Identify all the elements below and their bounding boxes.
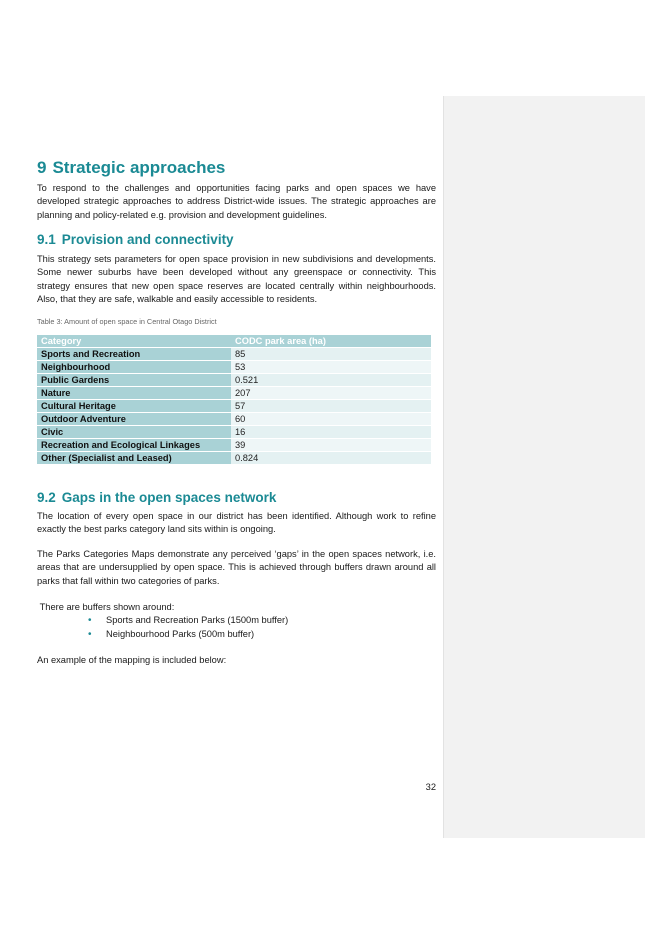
table-row: [37, 426, 431, 438]
section-9-1-text: This strategy sets parameters for open space provision in new subdivisions and developments. Some newer suburbs have been developed without any greenspace or connectivity. This strategy ensures that new open space reserves are located centrally within neighbourhoods. Also, that they are safe, walkable and easily accessible to residents.: [37, 254, 436, 305]
section-9-2-paragraph-2: The Parks Categories Maps demonstrate any perceived ‘gaps’ in the open spaces network, i.e. areas that are undersupplied by open space. This is achieved through buffers drawn around all parks that fall within two categories of parks.: [37, 549, 436, 586]
area-cell: 85: [231, 348, 431, 360]
section-title: Gaps in the open spaces network: [61, 490, 277, 505]
table-row: [37, 400, 431, 412]
area-cell: 53: [231, 361, 431, 373]
table-caption: Table 3: Amount of open space in Central Otago District: [37, 317, 217, 326]
category-cell: Other (Specialist and Leased): [37, 452, 231, 464]
list-item: [88, 628, 436, 641]
section-9-2-heading: [37, 490, 276, 505]
section-number: 9.1: [37, 232, 56, 247]
table-row: [37, 348, 431, 360]
table-row: [37, 374, 431, 386]
mapping-example-text: An example of the mapping is included below:: [37, 655, 227, 665]
table-header-row: [37, 335, 431, 347]
category-cell: Public Gardens: [37, 374, 231, 386]
column-header-area: CODC park area (ha): [231, 335, 431, 347]
category-cell: Civic: [37, 426, 231, 438]
table-row: [37, 452, 431, 464]
section-number: 9.2: [37, 490, 56, 505]
table-row: [37, 387, 431, 399]
area-cell: 0.824: [231, 452, 431, 464]
area-cell: 207: [231, 387, 431, 399]
column-header-category: Category: [37, 335, 231, 347]
area-cell: 0.521: [231, 374, 431, 386]
table-row: [37, 361, 431, 373]
category-cell: Recreation and Ecological Linkages: [37, 439, 231, 451]
buffers-list: [37, 614, 436, 641]
comment-pane: [443, 96, 645, 838]
section-9-heading: [37, 158, 225, 178]
list-item: [88, 614, 436, 627]
table-row: [37, 413, 431, 425]
bullet-icon: •: [88, 615, 92, 627]
area-cell: 57: [231, 400, 431, 412]
section-title: Strategic approaches: [52, 158, 226, 177]
table-row: [37, 439, 431, 451]
area-cell: 60: [231, 413, 431, 425]
section-title: Provision and connectivity: [61, 232, 234, 247]
bullet-icon: •: [88, 628, 92, 640]
buffers-intro: There are buffers shown around:: [39, 602, 175, 612]
section-9-1-heading: [37, 232, 234, 247]
section-9-2-paragraph-1: The location of every open space in our district has been identified. Although work to refine exactly the best parks category land sits within is ongoing.: [37, 511, 436, 535]
category-cell: Outdoor Adventure: [37, 413, 231, 425]
section-number: 9: [37, 158, 47, 177]
list-item-text: Neighbourhood Parks (500m buffer): [106, 628, 255, 639]
category-cell: Nature: [37, 387, 231, 399]
open-space-table: [37, 334, 431, 465]
area-cell: 16: [231, 426, 431, 438]
category-cell: Neighbourhood: [37, 361, 231, 373]
list-item-text: Sports and Recreation Parks (1500m buffer): [106, 615, 289, 626]
category-cell: Cultural Heritage: [37, 400, 231, 412]
category-cell: Sports and Recreation: [37, 348, 231, 360]
section-9-intro: To respond to the challenges and opportunities facing parks and open spaces we have developed strategic approaches to address District-wide issues. The strategic approaches are planning and policy-related e.g. provision and development guidelines.: [37, 183, 436, 220]
page-number: 32: [425, 782, 436, 792]
area-cell: 39: [231, 439, 431, 451]
buffers-list-block: [37, 601, 436, 641]
